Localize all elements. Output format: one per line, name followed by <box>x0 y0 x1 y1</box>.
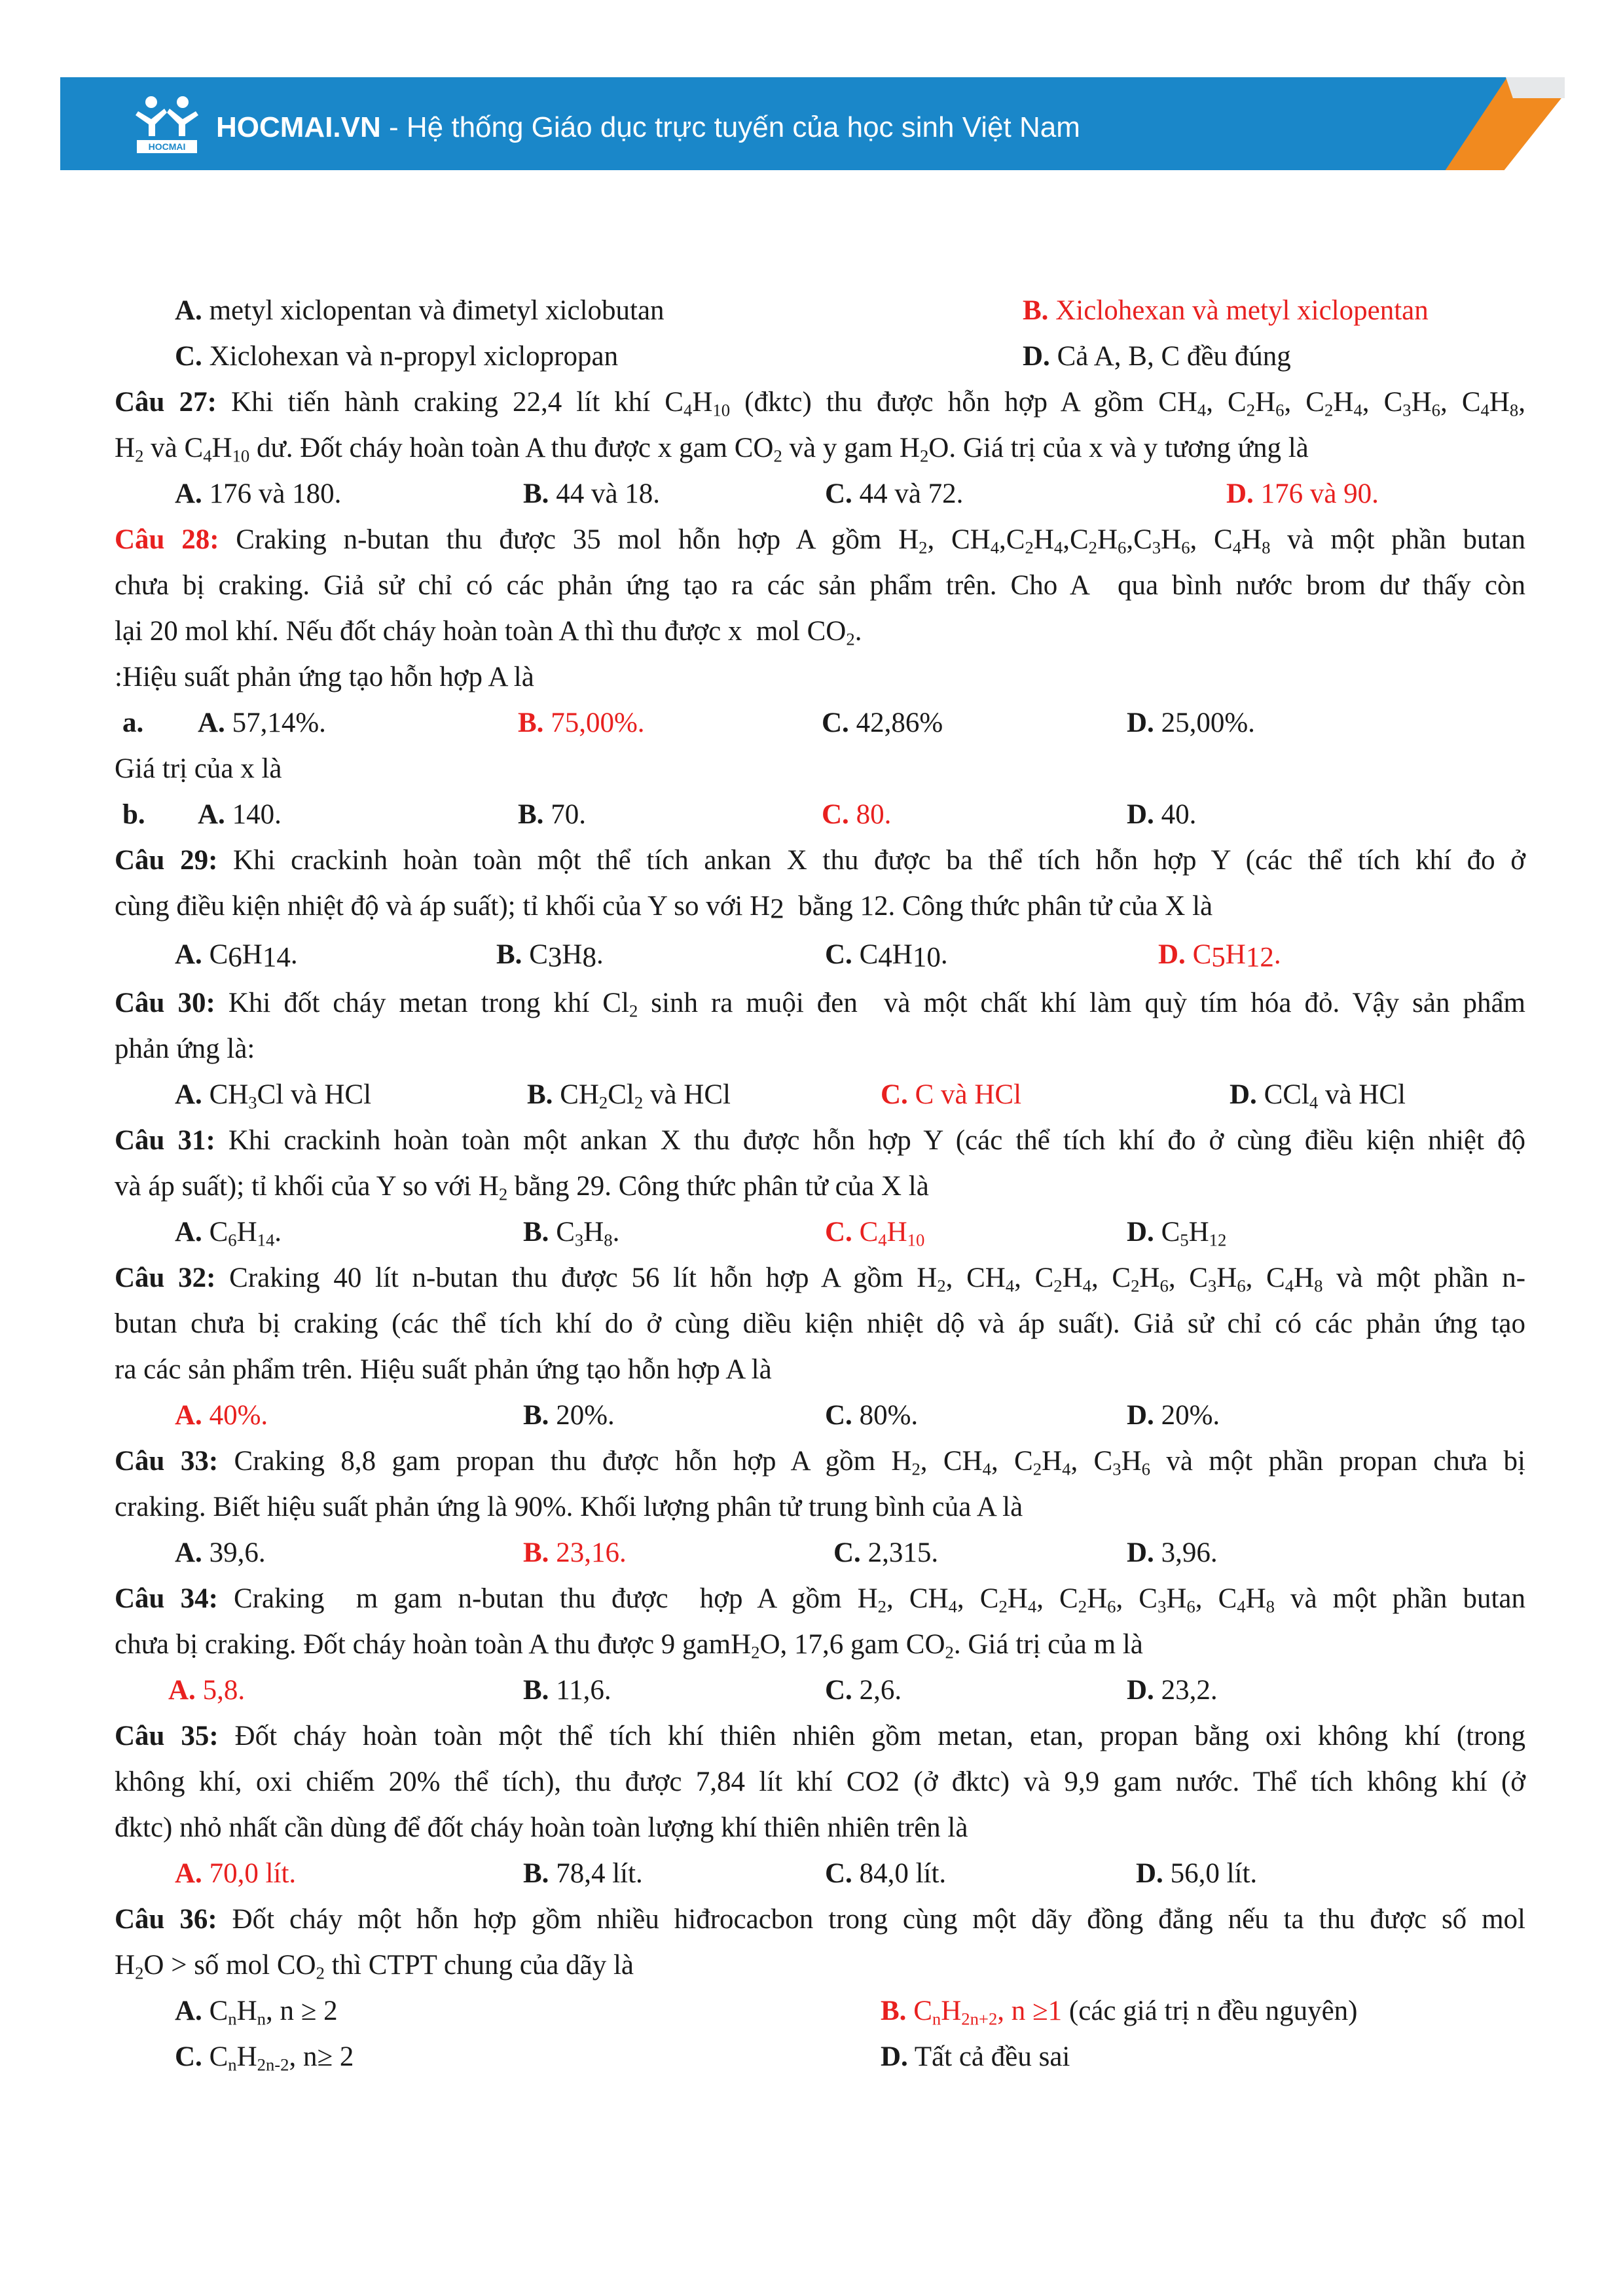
q28-stem-line-3: lại 20 mol khí. Nếu đốt cháy hoàn toàn A thì thu được x mol $CO_2$. <box>115 616 862 649</box>
q29-option-b: B. $C_3H_8$. <box>496 939 604 973</box>
q35-options <box>115 1851 1525 1897</box>
q32-stem-line-3: ra các sản phẩm trên. Hiệu suất phản ứng tạo hỗn hợp A là <box>115 1354 772 1385</box>
q28-sub-question-b: Giá trị của x là <box>115 753 282 784</box>
document-body <box>115 288 1525 2080</box>
q31-stem-line-1: Câu 31: Khi crackinh hoàn toàn một ankan X thu được hỗn hợp Y (các thể tích khí đo ở cùng điều kiện nhiệt độ <box>115 1125 1525 1156</box>
q31-stem-line-2: và áp suất); tỉ khối của Y so với $H_2$ bằng 29. Công thức phân tử của X là <box>115 1171 929 1204</box>
q32-stem-line-1: Câu 32: Craking 40 lít n-butan thu được 56 lít hỗn hợp A gồm $H_2$, $CH_4$, $C_2H_4$, $C_2H_6$, $C_3H_6$, $C_4H_8$ và một phần n- <box>115 1263 1526 1296</box>
q35-option-b: B. 78,4 lít. <box>523 1858 643 1889</box>
q34-option-c: C. 2,6. <box>825 1675 902 1706</box>
q30-stem-line-1: Câu 30: Khi đốt cháy metan trong khí $Cl_2$ sinh ra muội đen và một chất khí làm quỳ tím hóa đỏ. Vậy sản phẩm <box>115 988 1525 1021</box>
q36-options-row-2 <box>115 2034 1525 2080</box>
q35-stem-line-1: Câu 35: Đốt cháy hoàn toàn một thể tích khí thiên nhiên gồm metan, etan, propan bằng oxi không khí (trong <box>115 1721 1526 1751</box>
q33-option-b: B. 23,16. <box>523 1537 627 1568</box>
q28-stem-line-1: Câu 28: Craking n-butan thu được 35 mol hỗn hợp A gồm $H_2$, $CH_4,C_2H_4,C_2H_6,C_3H_6$, $C_4H_8$ và một phần butan <box>115 524 1526 558</box>
question-label: Câu 32: <box>115 1263 216 1293</box>
q26-option-d: D. Cả A, B, C đều đúng <box>1023 341 1291 372</box>
question-label: Câu 29: <box>115 845 218 876</box>
q34-option-d: D. 23,2. <box>1127 1675 1218 1706</box>
q34-stem-line-2: chưa bị craking. Đốt cháy hoàn toàn A thu được 9 gamH$_2$O, 17,6 gam $CO_2$. Giá trị của m là <box>115 1629 1143 1662</box>
q26-option-b: B. Xiclohexan và metyl xiclopentan <box>1023 295 1429 326</box>
q30-option-d: D. CCl$_4$ và HCl <box>1230 1079 1406 1113</box>
brand-name: HOCMAI.VN <box>216 111 381 143</box>
header-title <box>216 108 1080 147</box>
q28-part-b-options <box>115 792 1525 838</box>
q28a-option-c: C. 42,86% <box>822 708 943 738</box>
q29-stem-line-1: Câu 29: Khi crackinh hoàn toàn một thể tích ankan X thu được ba thể tích hỗn hợp Y (các thể tích khí đo ở <box>115 845 1525 876</box>
q32-option-c: C. 80%. <box>825 1400 919 1431</box>
q33-stem-line-1: Câu 33: Craking 8,8 gam propan thu được hỗn hợp A gồm $H_2$, $CH_4$, $C_2H_4$, $C_3H_6$ và một phần propan chưa bị <box>115 1446 1526 1479</box>
question-label: Câu 33: <box>115 1446 219 1477</box>
q32-option-b: B. 20%. <box>523 1400 615 1431</box>
q36-stem-line-2: $H_2O$ > số mol $CO_2$ thì CTPT chung của dãy là <box>115 1950 634 1983</box>
q28b-option-a: A. 140. <box>198 799 282 830</box>
q26-options-row-2 <box>115 334 1525 380</box>
q28b-option-c: C. 80. <box>822 799 892 830</box>
q30-option-a: A. $CH_3Cl$ và HCl <box>175 1079 372 1113</box>
q32-option-a: A. 40%. <box>175 1400 268 1431</box>
q33-option-a: A. 39,6. <box>175 1537 266 1568</box>
part-label: a. <box>122 708 144 738</box>
question-label: Câu 36: <box>115 1904 217 1935</box>
q31-option-a: A. $C_6H_{14}$. <box>175 1217 282 1250</box>
q26-option-c: C. Xiclohexan và n-propyl xiclopropan <box>175 341 619 372</box>
q27-option-d: D. 176 và 90. <box>1226 478 1379 509</box>
part-label: b. <box>122 799 145 830</box>
q36-option-b: B. $C_nH_{2n+2}$, n ≥1 (các giá trị n đều nguyên) <box>881 1996 1358 2029</box>
q29-options <box>115 929 1525 980</box>
q36-stem-line-1: Câu 36: Đốt cháy một hỗn hợp gồm nhiều hiđrocacbon trong cùng một dãy đồng đẳng nếu ta thu được số mol <box>115 1904 1525 1935</box>
q36-options-row-1 <box>115 1988 1525 2034</box>
q34-options <box>115 1668 1525 1713</box>
q27-option-a: A. 176 và 180. <box>175 478 342 509</box>
hocmai-logo <box>134 93 200 156</box>
question-label: Câu 27: <box>115 387 217 418</box>
q32-stem-line-2: butan chưa bị craking (các thể tích khí do ở cùng diều kiện nhiệt dộ và áp suất). Giả sử chỉ có các phản ứng tạo <box>115 1308 1525 1339</box>
q33-stem-line-2: craking. Biết hiệu suất phản ứng là 90%. Khối lượng phân tử trung bình của A là <box>115 1492 1023 1522</box>
q34-option-b: B. 11,6. <box>523 1675 611 1706</box>
q32-options <box>115 1393 1525 1439</box>
q31-option-d: D. $C_5H_{12}$ <box>1127 1217 1227 1250</box>
q28-stem-line-2: chưa bị craking. Giả sử chỉ có các phản ứng tạo ra các sản phẩm trên. Cho A qua bình nước brom dư thấy còn <box>115 570 1525 601</box>
q28b-option-d: D. 40. <box>1127 799 1197 830</box>
q27-options <box>115 471 1525 517</box>
q27-option-c: C. 44 và 72. <box>825 478 964 509</box>
question-label: Câu 31: <box>115 1125 215 1156</box>
q28-sub-question-a: :Hiệu suất phản ứng tạo hỗn hợp A là <box>115 662 534 692</box>
q31-option-b: B. $C_3H_8$. <box>523 1217 620 1250</box>
q33-option-c: C. 2,315. <box>833 1537 939 1568</box>
q35-option-c: C. 84,0 lít. <box>825 1858 947 1889</box>
q36-option-c: C. $C_nH_{2n-2}$, n≥ 2 <box>175 2041 354 2075</box>
q30-option-c: C. C và HCl <box>881 1079 1022 1110</box>
q36-option-a: A. $C_nH_n$, n ≥ 2 <box>175 1996 338 2029</box>
q35-stem-line-2: không khí, oxi chiếm 20% thể tích), thu được 7,84 lít khí CO2 (ở đktc) và 9,9 gam nước. Thể tích không khí (ở <box>115 1767 1525 1797</box>
q31-options <box>115 1210 1525 1255</box>
q27-stem-line-1: Câu 27: Khi tiến hành craking 22,4 lít khí $C_4H_{10}$ (đktc) thu được hỗn hợp A gồm $CH_4$, $C_2H_6$, $C_2H_4$, $C_3H_6$, $C_4H_8$, <box>115 387 1525 420</box>
q26-options-row-1 <box>115 288 1525 334</box>
q33-option-d: D. 3,96. <box>1127 1537 1218 1568</box>
q26-option-a: A. metyl xiclopentan và đimetyl xiclobutan <box>175 295 665 326</box>
q35-option-a: A. 70,0 lít. <box>175 1858 297 1889</box>
q27-option-b: B. 44 và 18. <box>523 478 661 509</box>
q30-option-b: B. $CH_2Cl_2$ và HCl <box>527 1079 731 1113</box>
q28a-option-a: A. 57,14%. <box>198 708 326 738</box>
question-label: Câu 28: <box>115 524 219 555</box>
q36-option-d: D. Tất cả đều sai <box>881 2041 1070 2072</box>
question-label: Câu 34: <box>115 1583 218 1614</box>
q29-stem-line-2: cùng điều kiện nhiệt độ và áp suất); tỉ khối của Y so với $H_2$ bằng 12. Công thức phân tử của X là <box>115 891 1213 925</box>
q33-options <box>115 1530 1525 1576</box>
header-gray-accent <box>1506 77 1565 98</box>
q31-option-c: C. $C_4H_{10}$ <box>825 1217 925 1250</box>
q28a-option-d: D. 25,00%. <box>1127 708 1255 738</box>
q27-stem-line-2: $H_2$ và $C_4H_{10}$ dư. Đốt cháy hoàn toàn A thu được x gam $CO_2$ và y gam $H_2O$. Giá trị của x và y tương ứng là <box>115 433 1309 466</box>
q29-option-c: C. $C_4H_{10}$. <box>825 939 948 973</box>
q29-option-a: A. $C_6H_{14}$. <box>175 939 298 973</box>
q28b-option-b: B. 70. <box>518 799 586 830</box>
q35-stem-line-3: đktc) nhỏ nhất cần dùng để đốt cháy hoàn toàn lượng khí thiên nhiên trên là <box>115 1812 968 1843</box>
q35-option-d: D. 56,0 lít. <box>1136 1858 1258 1889</box>
question-label: Câu 30: <box>115 988 215 1018</box>
q30-options <box>115 1072 1525 1118</box>
q30-stem-line-2: phản ứng là: <box>115 1033 255 1064</box>
q28-part-a-options <box>115 700 1525 746</box>
q29-option-d: D. $C_5H_{12}$. <box>1158 939 1281 973</box>
svg-text:HOCMAI: HOCMAI <box>148 141 186 152</box>
q34-stem-line-1: Câu 34: Craking m gam n-butan thu được hợp A gồm $H_2$, $CH_4$, $C_2H_4$, $C_2H_6$, $C_3H_6$, $C_4H_8$ và một phần butan <box>115 1583 1526 1617</box>
question-label: Câu 35: <box>115 1721 219 1751</box>
q34-option-a: A. 5,8. <box>168 1675 246 1706</box>
q32-option-d: D. 20%. <box>1127 1400 1220 1431</box>
q28a-option-b: B. 75,00%. <box>518 708 645 738</box>
brand-tagline: - Hệ thống Giáo dục trực tuyến của học sinh Việt Nam <box>380 111 1080 143</box>
